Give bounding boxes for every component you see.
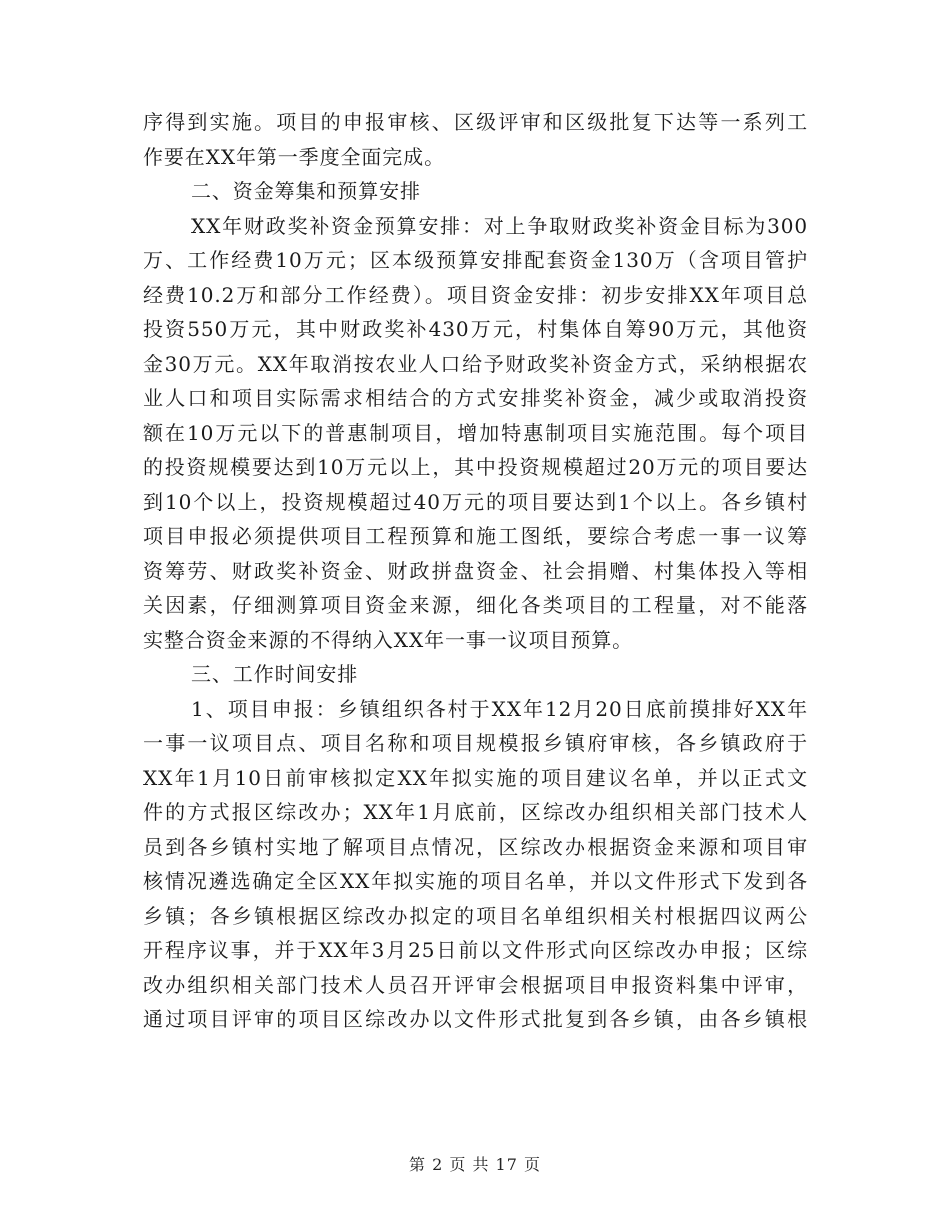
- text-line: 作要在XX年第一季度全面完成。: [143, 144, 445, 169]
- text-line: 的投资规模要达到10万元以上，其中投资规模超过20万元的项目要达: [143, 455, 808, 479]
- text-line: 经费10.2万和部分工作经费）。项目资金安排：初步安排XX年项目总: [143, 282, 808, 307]
- text-line: XX年财政奖补资金预算安排：对上争取财政奖补资金目标为300: [191, 213, 808, 238]
- text-line: 金30万元。XX年取消按农业人口给予财政奖补资金方式，采纳根据农: [143, 351, 808, 376]
- text-line: 业人口和项目实际需求相结合的方式安排奖补资金，减少或取消投资: [143, 386, 808, 410]
- text-line: 实整合资金来源的不得纳入XX年一事一议项目预算。: [143, 627, 634, 652]
- text-line: 乡镇；各乡镇根据区综改办拟定的项目名单组织相关村根据四议两公: [143, 903, 808, 928]
- text-line: 1、项目申报：乡镇组织各村于XX年12月20日底前摸排好XX年: [191, 696, 808, 721]
- text-line: 开程序议事，并于XX年3月25日前以文件形式向区综改办申报；区综: [143, 938, 808, 962]
- text-line: 员到各乡镇村实地了解项目点情况，区综改办根据资金来源和项目审: [143, 834, 808, 859]
- text-line: 万、工作经费10万元；区本级预算安排配套资金130万（含项目管护: [143, 248, 808, 272]
- text-line: 资筹劳、财政奖补资金、财政拼盘资金、社会捐赠、村集体投入等相: [143, 558, 808, 583]
- text-line: 关因素，仔细测算项目资金来源，细化各类项目的工程量，对不能落: [143, 593, 808, 617]
- body-text: [143, 105, 808, 1037]
- text-line: 一事一议项目点、项目名称和项目规模报乡镇府审核，各乡镇政府于: [143, 731, 808, 755]
- text-line: 投资550万元，其中财政奖补430万元，村集体自筹90万元，其他资: [143, 317, 808, 341]
- text-line: 额在10万元以下的普惠制项目，增加特惠制项目实施范围。每个项目: [143, 420, 808, 445]
- text-line: 核情况遴选确定全区XX年拟实施的项目名单，并以文件形式下发到各: [143, 869, 808, 893]
- text-line: 二、资金筹集和预算安排: [191, 179, 421, 203]
- text-line: XX年1月10日前审核拟定XX年拟实施的项目建议名单，并以正式文: [143, 765, 808, 790]
- text-line: 改办组织相关部门技术人员召开评审会根据项目申报资料集中评审，: [143, 972, 808, 997]
- text-line: 通过项目评审的项目区综改办以文件形式批复到各乡镇，由各乡镇根: [143, 1007, 808, 1031]
- text-line: 序得到实施。项目的申报审核、区级评审和区级批复下达等一系列工: [143, 110, 808, 134]
- text-line: 件的方式报区综改办；XX年1月底前，区综改办组织相关部门技术人: [143, 800, 808, 824]
- text-line: 三、工作时间安排: [191, 662, 359, 686]
- text-line: 到10个以上，投资规模超过40万元的项目要达到1个以上。各乡镇村: [143, 489, 808, 514]
- text-line: 项目申报必须提供项目工程预算和施工图纸，要综合考虑一事一议筹: [143, 524, 808, 548]
- page-footer: 第 2 页 共 17 页: [409, 1155, 541, 1174]
